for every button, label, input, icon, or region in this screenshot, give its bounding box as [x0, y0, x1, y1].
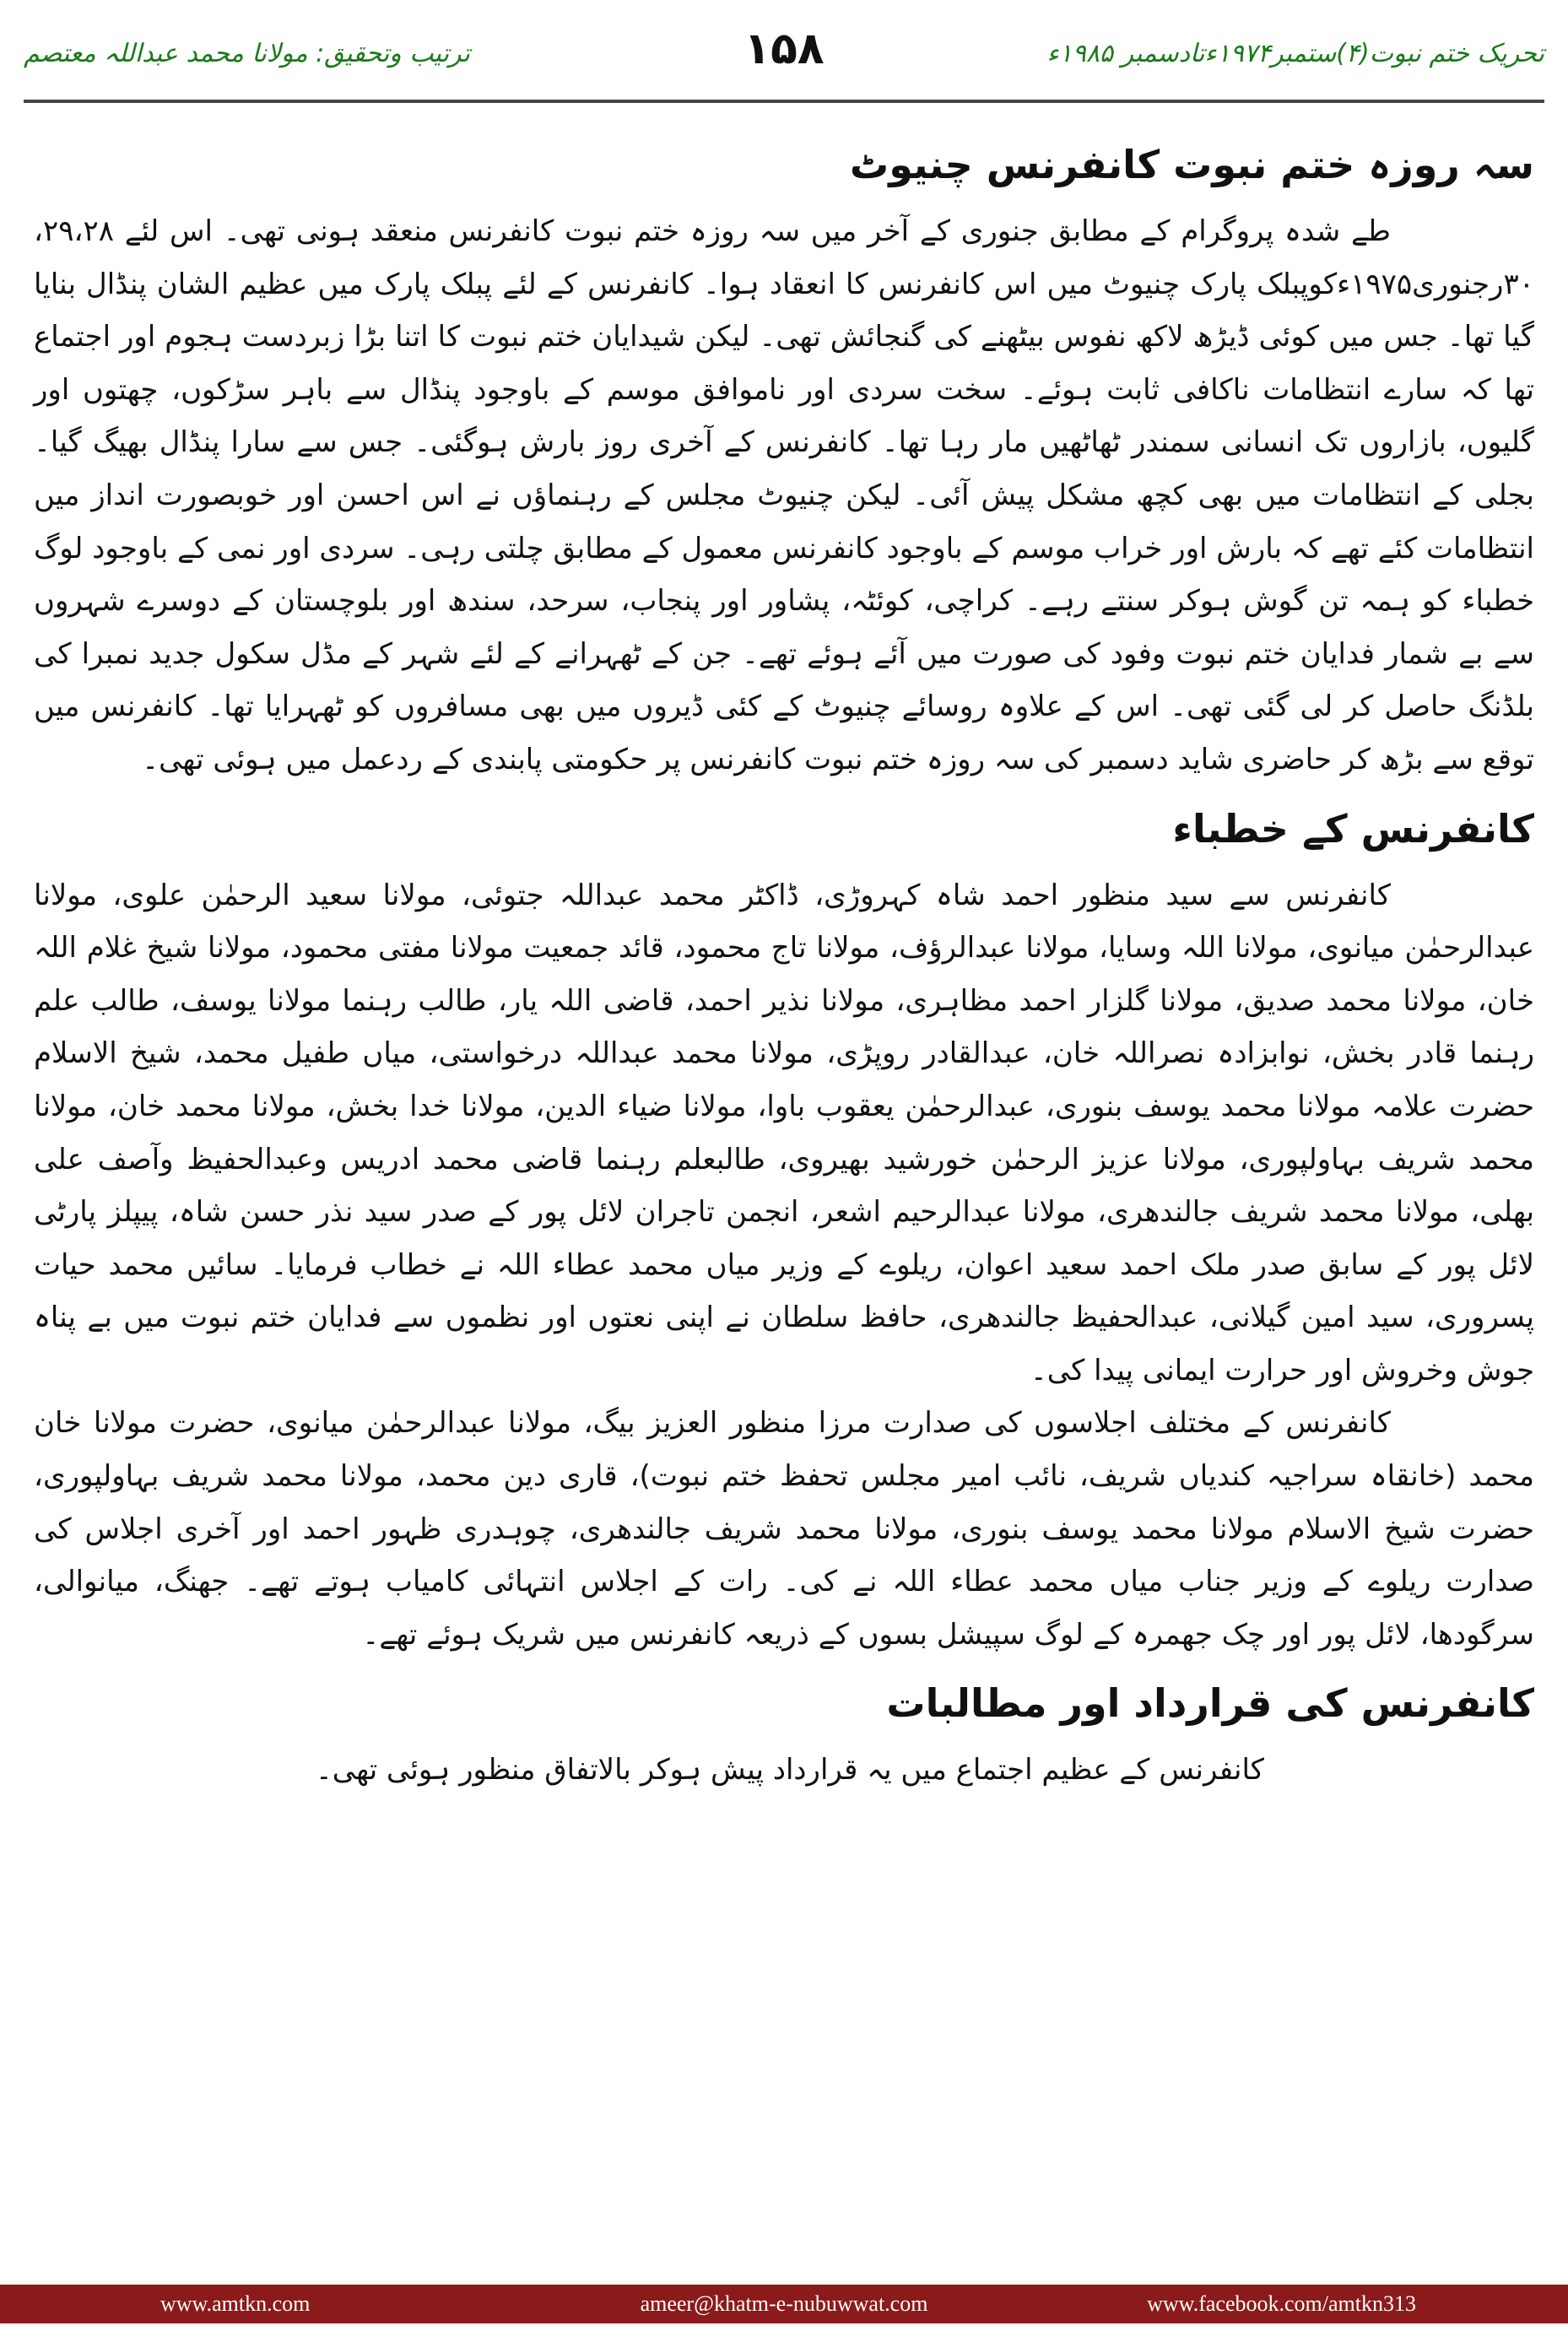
header-divider [24, 100, 1544, 103]
page-number: ۱۵۸ [743, 24, 825, 74]
paragraph-conference-overview: طے شدہ پروگرام کے مطابق جنوری کے آخر میں سہ روزہ ختم نبوت کانفرنس منعقد ہونی تھی۔ اس لئے ۲۹،۲۸، ۳۰رجنوری۱۹۷۵ءکوپبلک پارک چنیوٹ میں اس کانفرنس کا انعقاد ہوا۔ کانفرنس کے لئے پبلک پارک میں عظیم الشان پنڈال بنایا گیا تھا۔ جس میں کوئی ڈیڑھ لاکھ نفوس بیٹھنے کی گنجائش تھی۔ لیکن شیدایان ختم نبوت کا اتنا بڑا زبردست ہجوم اور اجتماع تھا کہ سارے انتظامات ناکافی ثابت ہوئے۔ سخت سردی اور ناموافق موسم کے باوجود پنڈال سے باہر سڑکوں، چھتوں اور گلیوں، بازاروں تک انسانی سمندر ٹھاٹھیں مار رہا تھا۔ کانفرنس کے آخری روز بارش ہوگئی۔ جس سے سارا پنڈال بھیگ گیا۔ بجلی کے انتظامات میں بھی کچھ مشکل پیش آئی۔ لیکن چنیوٹ مجلس کے رہنماؤں نے اس احسن اور خوبصورت انداز میں انتظامات کئے تھے کہ بارش اور خراب موسم کے باوجود کانفرنس معمول کے مطابق چلتی رہی۔ سردی اور نمی کے باوجود لوگ خطباء کو ہمہ تن گوش ہوکر سنتے رہے۔ کراچی، کوئٹہ، پشاور اور پنجاب، سرحد، سندھ اور بلوچستان کے دوسرے شہروں سے بے شمار فدایان ختم نبوت وفود کی صورت میں آئے ہوئے تھے۔ جن کے ٹھہرانے کے لئے شہر کے مڈل سکول جدید نمبرا کی بلڈنگ حاصل کر لی گئی تھی۔ اس کے علاوہ روسائے چنیوٹ کے کئی ڈیروں میں بھی مسافروں کو ٹھہرایا تھا۔ کانفرنس میں توقع سے بڑھ کر حاضری شاید دسمبر کی سہ روزہ ختم نبوت کانفرنس پر حکومتی پابندی کے ردعمل میں ہوئی تھی۔ [34, 214, 1534, 776]
page-footer [0, 2285, 1568, 2323]
footer-email-link[interactable]: ameer@khatm-e-nubuwwat.com [640, 2291, 928, 2316]
section-heading-resolutions: کانفرنس کی قرارداد اور مطالبات [886, 1680, 1534, 1727]
footer-facebook-link[interactable]: www.facebook.com/amtkn313 [1147, 2291, 1416, 2316]
section-heading-chiniot-conference: سہ روزہ ختم نبوت کانفرنس چنیوٹ [850, 142, 1534, 187]
page-body [34, 122, 1534, 1797]
paragraph-speakers-list: کانفرنس سے سید منظور احمد شاہ کہروڑی، ڈاکٹر محمد عبداللہ جتوئی، مولانا سعید الرحمٰن علوی، مولانا عبدالرحمٰن میانوی، مولانا اللہ وسایا، مولانا عبدالرؤف، مولانا تاج محمود، قائد جمعیت مولانا مفتی محمود، مولانا شیخ غلام اللہ خان، مولانا محمد صدیق، مولانا گلزار احمد مظاہری، مولانا نذیر احمد، قاضی اللہ یار، طالب رہنما مولانا یوسف، طالب علم رہنما قادر بخش، نوابزادہ نصراللہ خان، عبدالقادر روپڑی، مولانا محمد عبداللہ درخواستی، میاں طفیل محمد، شیخ الاسلام حضرت علامہ مولانا محمد یوسف بنوری، عبدالرحمٰن یعقوب باوا، مولانا ضیاء الدین، مولانا خدا بخش، مولانا محمد خان، مولانا محمد شریف بہاولپوری، مولانا عزیز الرحمٰن خورشید بھیروی، طالبعلم رہنما قاضی محمد ادریس وعبدالحفیظ وآصف علی بھلی، مولانا محمد شریف جالندھری، مولانا عبدالرحیم اشعر، انجمن تاجران لائل پور کے صدر سید نذر حسن شاہ، پیپلز پارٹی لائل پور کے سابق صدر ملک احمد سعید اعوان، ریلوے کے وزیر میاں محمد عطاء اللہ نے خطاب فرمایا۔ سائیں محمد حیات پسروری، سید امین گیلانی، عبدالحفیظ جالندھری، حافظ سلطان نے اپنی نعتوں اور نظموں سے فدایان ختم نبوت میں بے پناہ جوش وخروش اور حرارت ایمانی پیدا کی۔ [34, 878, 1534, 1387]
section-heading-speakers: کانفرنس کے خطباء [1172, 805, 1534, 852]
series-title: تحریک ختم نبوت(۴)ستمبر۱۹۷۴ءتادسمبر ۱۹۸۵ء [1046, 39, 1544, 68]
page-header [24, 24, 1544, 100]
paragraph-resolution-intro: کانفرنس کے عظیم اجتماع میں یہ قرارداد پیش ہوکر بالاتفاق منظور ہوئی تھی۔ [315, 1753, 1264, 1788]
footer-website-link[interactable]: www.amtkn.com [160, 2291, 311, 2316]
paragraph-session-presidents: کانفرنس کے مختلف اجلاسوں کی صدارت مرزا منظور العزیز بیگ، مولانا عبدالرحمٰن میانوی، حضرت مولانا خان محمد (خانقاہ سراجیہ کندیاں شریف، نائب امیر مجلس تحفظ ختم نبوت)، قاری دین محمد، مولانا محمد شریف بہاولپوری، حضرت شیخ الاسلام مولانا محمد یوسف بنوری، مولانا محمد شریف جالندھری، چوہدری ظہور احمد اور آخری اجلاس کی صدارت ریلوے کے وزیر جناب میاں محمد عطاء اللہ نے کی۔ رات کے اجلاس انتہائی کامیاب ہوتے تھے۔ جھنگ، میانوالی، سرگودھا، لائل پور اور چک جھمرہ کے لوگ سپیشل بسوں کے ذریعہ کانفرنس میں شریک ہوئے تھے۔ [34, 1406, 1534, 1652]
compiler-credit: ترتیب وتحقیق: مولانا محمد عبداللہ معتصم [24, 39, 470, 68]
